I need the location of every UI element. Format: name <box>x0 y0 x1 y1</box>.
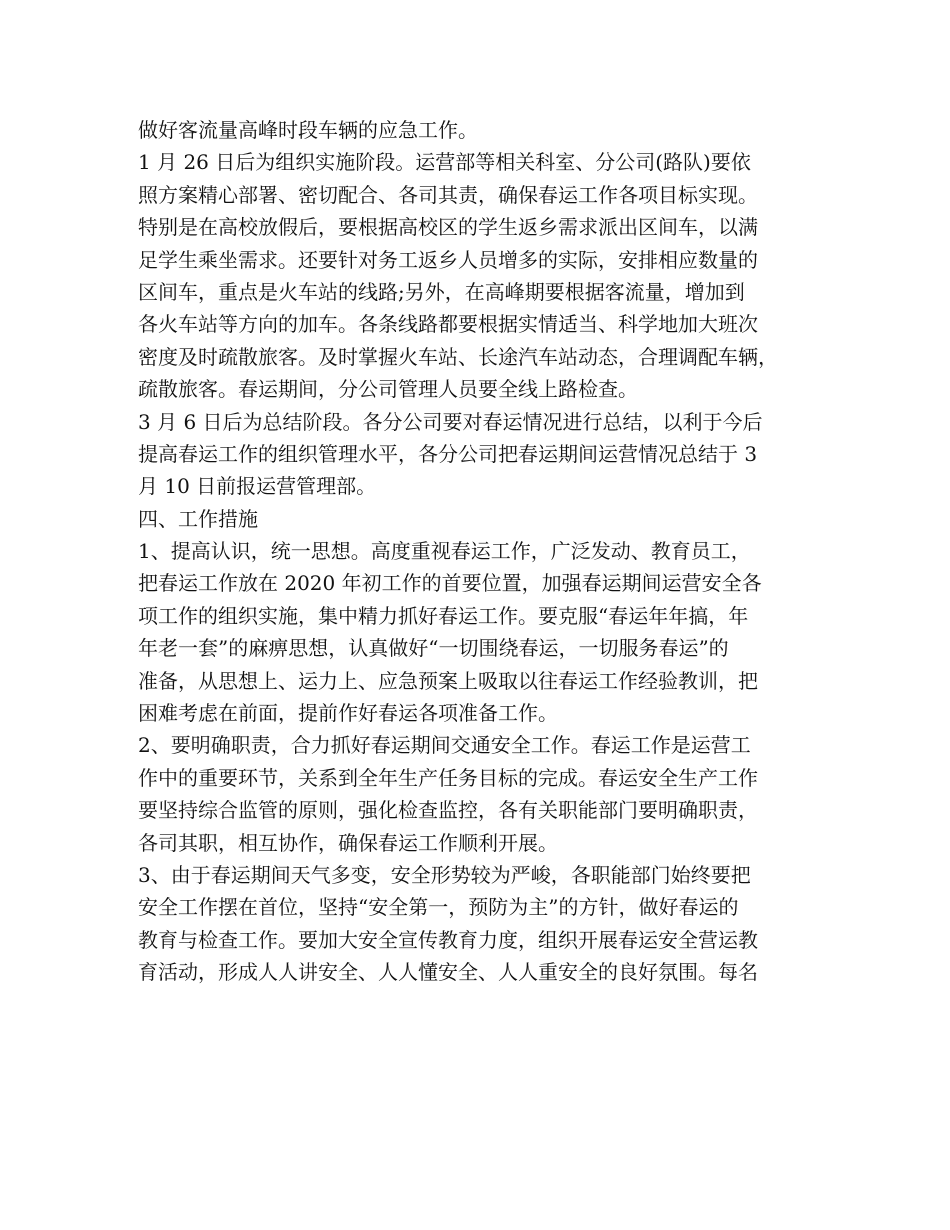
text-line: 密度及时疏散旅客。及时掌握火车站、长途汽车站动态，合理调配车辆， <box>138 344 778 369</box>
text-line: 各司其职，相互协作，确保春运工作顺利开展。 <box>138 830 558 855</box>
text-line: 1 月 26 日后为组织实施阶段。运营部等相关科室、分公司(路队)要依 <box>138 150 751 175</box>
text-line: 准备，从思想上、运力上、应急预案上吸取以往春运工作经验教训，把 <box>138 668 758 693</box>
text-line: 3、由于春运期间天气多变，安全形势较为严峻，各职能部门始终要把 <box>138 862 751 887</box>
text-line: 把春运工作放在 2020 年初工作的首要位置，加强春运期间运营安全各 <box>138 571 762 596</box>
text-line: 特别是在高校放假后，要根据高校区的学生返乡需求派出区间车，以满 <box>138 215 758 240</box>
section-heading: 四、工作措施 <box>138 506 258 531</box>
text-line: 区间车，重点是火车站的线路;另外，在高峰期要根据客流量，增加到 <box>138 279 745 304</box>
text-line: 要坚持综合监管的原则，强化检查监控，各有关职能部门要明确职责， <box>138 798 758 823</box>
text-line: 教育与检查工作。要加大安全宣传教育力度，组织开展春运安全营运教 <box>138 927 758 952</box>
text-line: 3 月 6 日后为总结阶段。各分公司要对春运情况进行总结，以利于今后 <box>138 409 763 434</box>
text-line: 月 10 日前报运营管理部。 <box>138 474 377 499</box>
text-line: 提高春运工作的组织管理水平，各分公司把春运期间运营情况总结于 3 <box>138 441 758 466</box>
text-line: 照方案精心部署、密切配合、各司其责，确保春运工作各项目标实现。 <box>138 182 758 207</box>
text-line: 年老一套”的麻痹思想，认真做好“一切围绕春运，一切服务春运”的 <box>138 636 729 661</box>
text-line: 各火车站等方向的加车。各条线路都要根据实情适当、科学地加大班次 <box>138 312 758 337</box>
text-line: 困难考虑在前面，提前作好春运各项准备工作。 <box>138 701 558 726</box>
text-line: 2、要明确职责，合力抓好春运期间交通安全工作。春运工作是运营工 <box>138 733 751 758</box>
text-line: 足学生乘坐需求。还要针对务工返乡人员增多的实际，安排相应数量的 <box>138 247 758 272</box>
text-line: 育活动，形成人人讲安全、人人懂安全、人人重安全的良好氛围。每名 <box>138 960 758 985</box>
text-line: 疏散旅客。春运期间，分公司管理人员要全线上路检查。 <box>138 377 638 402</box>
text-line: 项工作的组织实施，集中精力抓好春运工作。要克服“春运年年搞，年 <box>138 603 749 628</box>
text-line: 1、提高认识，统一思想。高度重视春运工作，广泛发动、教育员工， <box>138 539 751 564</box>
document-body <box>138 114 818 989</box>
text-line: 作中的重要环节，关系到全年生产任务目标的完成。春运安全生产工作 <box>138 765 758 790</box>
text-line: 安全工作摆在首位，坚持“安全第一，预防为主”的方针，做好春运的 <box>138 895 739 920</box>
text-line: 做好客流量高峰时段车辆的应急工作。 <box>138 118 478 142</box>
